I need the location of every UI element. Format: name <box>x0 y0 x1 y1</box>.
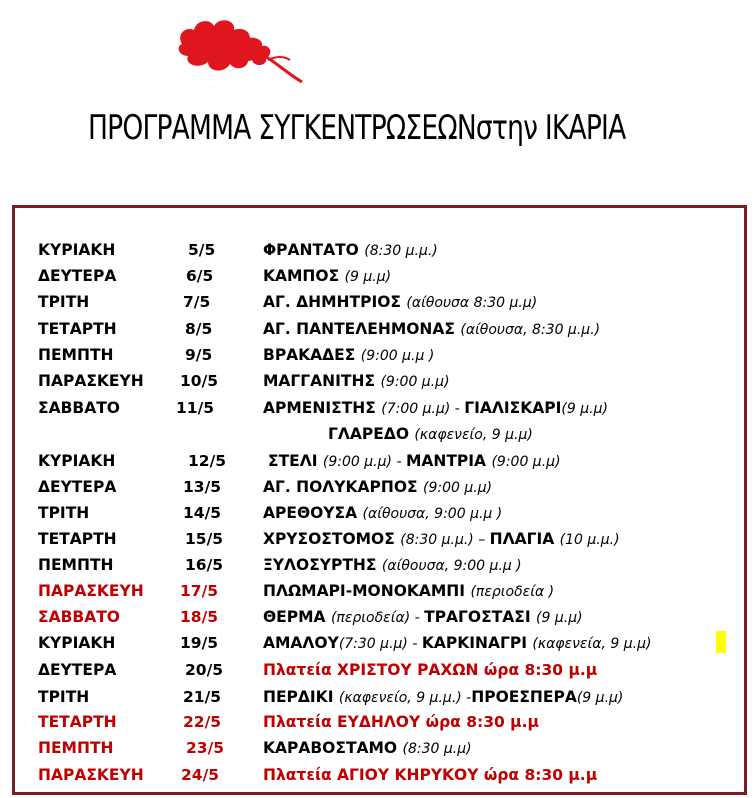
location-text: (10 μ.μ.) <box>559 532 620 548</box>
schedule-date: 20/5 <box>185 661 224 679</box>
location-text: ΑΓ. ΠΟΛΥΚΑΡΠΟΣ <box>263 478 424 496</box>
page-title: ΠΡΟΓΡΑΜΜΑ ΣΥΓΚΕΝΤΡΩΣΕΩΝστην ΙΚΑΡΙΑ <box>88 108 626 148</box>
schedule-location <box>263 606 583 629</box>
location-text: ΞΥΛΟΣΥΡΤΗΣ <box>263 556 382 574</box>
schedule-day: ΣΑΒΒΑΤΟ <box>38 399 120 417</box>
schedule-date: 12/5 <box>188 452 227 470</box>
location-text: Πλατεία ΑΓΙΟΥ ΚΗΡΥΚΟΥ ώρα 8:30 μ.μ <box>263 766 598 784</box>
schedule-location <box>263 528 620 551</box>
schedule-location <box>263 711 539 733</box>
location-text: ΚΑΡΑΒΟΣΤΑΜΟ <box>263 739 403 757</box>
location-text: (8:30 μ.μ.) – <box>400 532 490 548</box>
location-text: (9 μ.μ) <box>561 401 608 417</box>
schedule-date: 6/5 <box>186 267 214 285</box>
location-text: ΠΕΡΔΙΚΙ <box>263 688 339 706</box>
schedule-day: ΣΑΒΒΑΤΟ <box>38 608 120 626</box>
schedule-location <box>263 265 391 288</box>
schedule-location <box>263 318 600 341</box>
location-text: (9 μ.μ) <box>344 269 392 285</box>
schedule-location <box>263 632 651 655</box>
location-text: ΦΡΑΝΤΑΤΟ <box>263 241 365 259</box>
schedule-date: 15/5 <box>185 530 224 548</box>
location-text: ΑΜΑΛΟΥ <box>263 634 339 652</box>
red-carnation-icon <box>172 12 312 90</box>
schedule-location <box>263 554 522 577</box>
schedule-date: 5/5 <box>188 241 216 259</box>
schedule-date: 21/5 <box>183 688 222 706</box>
location-text: ΚΑΜΠΟΣ <box>263 267 345 285</box>
location-text: ΑΡΕΘΟΥΣΑ <box>263 504 363 522</box>
schedule-date: 17/5 <box>180 582 219 600</box>
location-text: ΓΛΑΡΕΔΟ <box>328 425 415 443</box>
schedule-day: ΚΥΡΙΑΚΗ <box>38 452 116 470</box>
location-text: ΑΓ. ΠΑΝΤΕΛΕΗΜΟΝΑΣ <box>263 320 461 338</box>
schedule-day: ΤΕΤΑΡΤΗ <box>38 713 117 731</box>
schedule-date: 23/5 <box>186 739 225 757</box>
schedule-day: ΤΡΙΤΗ <box>38 504 90 522</box>
schedule-location <box>268 450 561 473</box>
location-text: ΘΕΡΜΑ <box>263 608 331 626</box>
text-highlight-marker <box>716 631 726 653</box>
schedule-day: ΚΥΡΙΑΚΗ <box>38 241 116 259</box>
location-text: (καφενεία, 9 μ.μ) <box>532 636 652 652</box>
schedule-location <box>263 239 438 262</box>
schedule-location <box>263 659 597 681</box>
location-text: (9:00 μ.μ) <box>423 480 493 496</box>
schedule-location <box>263 737 472 760</box>
schedule-day: ΔΕΥΤΕΡΑ <box>38 267 117 285</box>
schedule-day: ΤΕΤΑΡΤΗ <box>38 320 117 338</box>
location-text: (περιοδεία) - <box>330 610 425 626</box>
location-text: (9:00 μ.μ) - <box>322 454 406 470</box>
location-text: ΤΡΑΓΟΣΤΑΣΙ <box>424 608 537 626</box>
location-text: ΑΡΜΕΝΙΣΤΗΣ <box>263 399 382 417</box>
schedule-day: ΠΑΡΑΣΚΕΥΗ <box>38 766 144 784</box>
schedule-location <box>263 476 492 499</box>
location-text: (καφενείο, 9 μ.μ) <box>414 427 533 443</box>
schedule-day: ΔΕΥΤΕΡΑ <box>38 661 117 679</box>
location-text: ΑΓ. ΔΗΜΗΤΡΙΟΣ <box>263 293 407 311</box>
location-text: (9:00 μ.μ ) <box>360 348 435 364</box>
schedule-day: ΠΕΜΠΤΗ <box>38 556 114 574</box>
location-text: (αίθουσα 8:30 μ.μ) <box>406 295 538 311</box>
location-text: (8:30 μ.μ) <box>402 741 472 757</box>
schedule-location <box>263 397 608 420</box>
schedule-location <box>263 291 537 314</box>
location-text: (9 μ.μ) <box>536 610 583 626</box>
schedule-day: ΠΕΜΠΤΗ <box>38 739 114 757</box>
location-text: ΒΡΑΚΑΔΕΣ <box>263 346 361 364</box>
schedule-day: ΤΕΤΑΡΤΗ <box>38 530 117 548</box>
location-text: (8:30 μ.μ.) <box>364 243 438 259</box>
location-text: ΜΑΓΓΑΝΙΤΗΣ <box>263 372 381 390</box>
location-text: ΠΛΩΜΑΡΙ-ΜΟΝΟΚΑΜΠΙ <box>263 582 471 600</box>
location-text: (αίθουσα, 9:00 μ.μ ) <box>362 506 503 522</box>
location-text: (9:00 μ.μ) <box>380 374 450 390</box>
schedule-day: ΚΥΡΙΑΚΗ <box>38 634 116 652</box>
location-text: (αίθουσα, 8:30 μ.μ.) <box>460 322 601 338</box>
location-text: ΠΛΑΓΙΑ <box>489 530 560 548</box>
schedule-date: 9/5 <box>185 346 213 364</box>
schedule-day: ΠΑΡΑΣΚΕΥΗ <box>38 582 144 600</box>
location-text: ΜΑΝΤΡΙΑ <box>405 452 492 470</box>
schedule-day: ΔΕΥΤΕΡΑ <box>38 478 117 496</box>
schedule-day: ΤΡΙΤΗ <box>38 293 90 311</box>
schedule-date: 11/5 <box>176 399 215 417</box>
schedule-location <box>263 764 597 786</box>
schedule-date: 10/5 <box>180 372 219 390</box>
location-text: (περιοδεία ) <box>470 584 555 600</box>
schedule-date: 8/5 <box>185 320 213 338</box>
location-text: (9:00 μ.μ) <box>491 454 561 470</box>
schedule-day: ΠΑΡΑΣΚΕΥΗ <box>38 372 144 390</box>
schedule-location <box>263 580 554 603</box>
location-text: (καφενείο, 9 μ.μ.) - <box>338 690 472 706</box>
schedule-location <box>263 502 502 525</box>
location-text: (7:30 μ.μ) - <box>338 636 422 652</box>
location-text: Πλατεία ΕΥΔΗΛΟΥ ώρα 8:30 μ.μ <box>263 713 539 731</box>
location-text: ΣΤΕΛΙ <box>268 452 323 470</box>
schedule-date: 7/5 <box>183 293 211 311</box>
location-text: (7:00 μ.μ) - <box>381 401 465 417</box>
schedule-date: 19/5 <box>180 634 219 652</box>
location-text: Πλατεία ΧΡΙΣΤΟΥ ΡΑΧΩΝ ώρα 8:30 μ.μ <box>263 661 598 679</box>
schedule-date: 24/5 <box>181 766 220 784</box>
schedule-location <box>263 344 434 367</box>
location-text: ΠΡΟΕΣΠΕΡΑ <box>471 688 577 706</box>
location-text: (9 μ.μ) <box>576 690 624 706</box>
schedule-date: 22/5 <box>183 713 222 731</box>
schedule-date: 18/5 <box>180 608 219 626</box>
schedule-date: 14/5 <box>183 504 222 522</box>
schedule-day: ΠΕΜΠΤΗ <box>38 346 114 364</box>
schedule-date: 13/5 <box>183 478 222 496</box>
schedule-location <box>263 686 623 709</box>
schedule-date: 16/5 <box>185 556 224 574</box>
location-text: ΚΑΡΚΙΝΑΓΡΙ <box>421 634 533 652</box>
schedule-day: ΤΡΙΤΗ <box>38 688 90 706</box>
schedule-location <box>328 423 533 446</box>
location-text: ΧΡΥΣΟΣΤΟΜΟΣ <box>263 530 401 548</box>
location-text: (αίθουσα, 9:00 μ.μ ) <box>381 558 522 574</box>
location-text: ΓΙΑΛΙΣΚΑΡΙ <box>464 399 562 417</box>
schedule-location <box>263 370 450 393</box>
